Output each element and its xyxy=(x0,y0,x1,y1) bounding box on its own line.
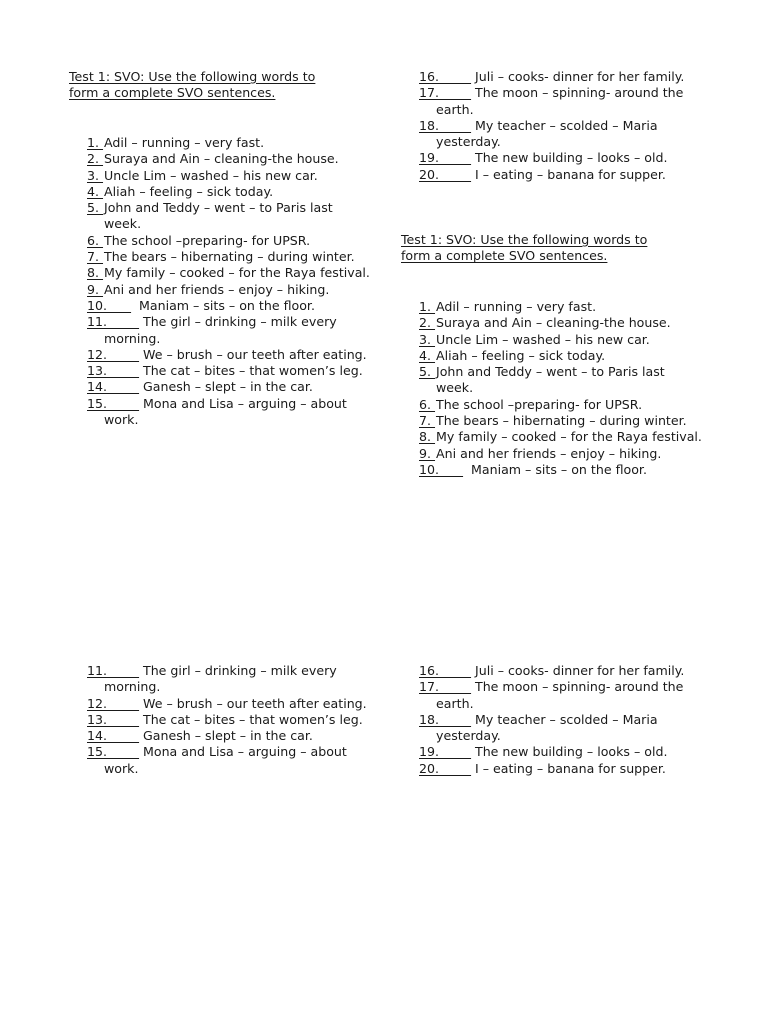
worksheet-title-top-left xyxy=(69,69,315,102)
list-item: 2. Suraya and Ain – cleaning-the house. xyxy=(87,151,339,167)
list-item: 12. We – brush – our teeth after eating. xyxy=(87,695,367,711)
item-list-top-right xyxy=(419,69,694,183)
list-item: 18. My teacher – scolded – Maria yesterday. xyxy=(419,711,658,744)
list-item: 15. Mona and Lisa – arguing – about work. xyxy=(87,744,347,776)
list-item: 2. Suraya and Ain – cleaning-the house. xyxy=(419,315,671,331)
list-item: 13. The cat – bites – that women’s leg. xyxy=(87,711,363,727)
list-item: 11. The girl – drinking – milk every morning. xyxy=(87,314,337,346)
list-item: 1. Adil – running – very fast. xyxy=(419,299,597,314)
list-item: 13. The cat – bites – that women’s leg. xyxy=(87,363,363,379)
list-item: 7. The bears – hibernating – during winter. xyxy=(87,249,355,265)
list-item: 16. Juli – cooks- dinner for her family. xyxy=(419,663,685,678)
list-item: 4. Aliah – feeling – sick today. xyxy=(87,183,274,199)
list-item: 16. Juli – cooks- dinner for her family. xyxy=(419,69,685,84)
item-list-bottom-left xyxy=(87,663,372,777)
item-list-top-left xyxy=(87,135,372,428)
list-item: 6. The school –preparing- for UPSR. xyxy=(87,232,311,248)
list-item: 5. John and Teddy – went – to Paris last week. xyxy=(87,200,333,232)
list-item: 6. The school –preparing- for UPSR. xyxy=(419,396,643,412)
list-item: 4. Aliah – feeling – sick today. xyxy=(419,347,606,363)
list-item: 17. The moon – spinning- around the earth. xyxy=(419,85,684,117)
list-item: 18. My teacher – scolded – Maria yesterday. xyxy=(419,117,658,150)
list-item: 3. Uncle Lim – washed – his new car. xyxy=(87,167,318,183)
title-line-1: Test 1: SVO: Use the following words to xyxy=(69,69,316,84)
list-item: 20. I – eating – banana for supper. xyxy=(419,760,666,776)
list-item: 1. Adil – running – very fast. xyxy=(87,135,265,150)
list-item: 9. Ani and her friends – enjoy – hiking. xyxy=(87,281,330,297)
list-item: 17. The moon – spinning- around the earth. xyxy=(419,679,684,711)
list-item: 8. My family – cooked – for the Raya festival. xyxy=(419,429,702,445)
list-item: 15. Mona and Lisa – arguing – about work. xyxy=(87,395,347,428)
list-item: 14. Ganesh – slept – in the car. xyxy=(87,379,313,395)
list-item: 20. I – eating – banana for supper. xyxy=(419,166,666,182)
list-item: 9. Ani and her friends – enjoy – hiking. xyxy=(419,445,662,461)
list-item: 11. The girl – drinking – milk every morning. xyxy=(87,663,337,695)
title-line-1: Test 1: SVO: Use the following words to xyxy=(401,232,648,247)
item-list-right xyxy=(419,299,704,478)
list-item: 19. The new building – looks – old. xyxy=(419,150,668,166)
title-line-2: form a complete SVO sentences. xyxy=(401,248,608,264)
list-item: 14. Ganesh – slept – in the car. xyxy=(87,728,313,744)
list-item: 5. John and Teddy – went – to Paris last week. xyxy=(419,364,665,396)
item-list-bottom-right xyxy=(419,663,694,777)
worksheet-title-right xyxy=(401,232,647,265)
list-item: 10. Maniam – sits – on the floor. xyxy=(419,461,647,477)
list-item: 19. The new building – looks – old. xyxy=(419,744,668,760)
list-item: 12. We – brush – our teeth after eating. xyxy=(87,346,367,362)
list-item: 10. Maniam – sits – on the floor. xyxy=(87,297,315,313)
list-item: 7. The bears – hibernating – during winter. xyxy=(419,413,687,429)
list-item: 3. Uncle Lim – washed – his new car. xyxy=(419,331,650,347)
list-item: 8. My family – cooked – for the Raya festival. xyxy=(87,265,370,281)
title-line-2: form a complete SVO sentences. xyxy=(69,85,276,101)
